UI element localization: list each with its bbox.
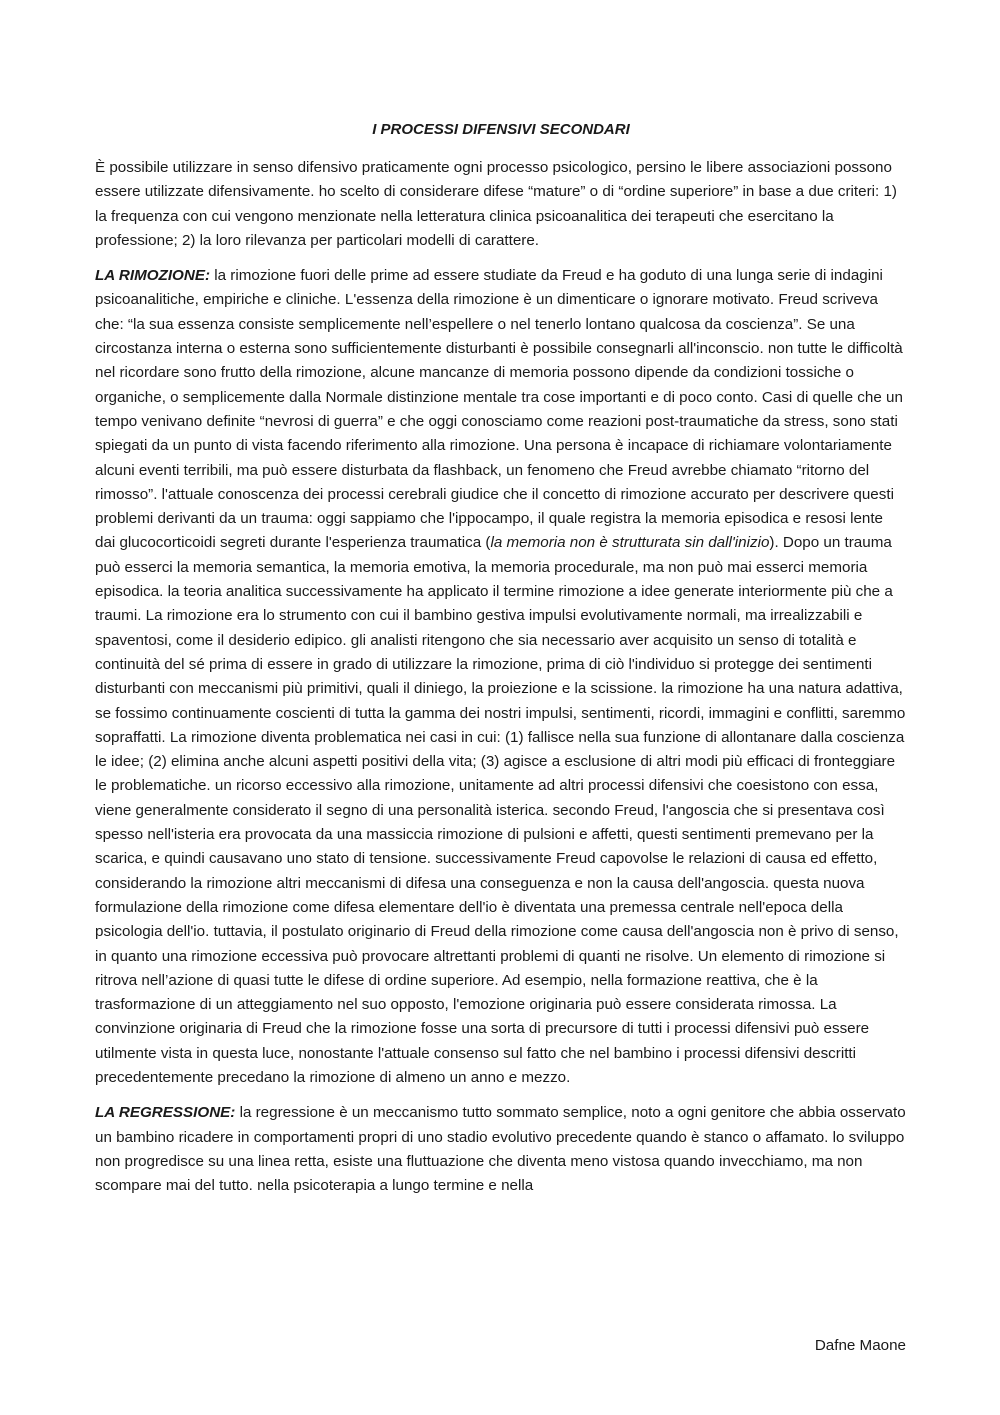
rimozione-text-a: la rimozione fuori delle prime ad essere studiate da Freud e ha goduto di una lunga serie di indagini psicoanalitiche, empiriche e cliniche. L'essenza della rimozione è un dimenticare o ignorare motivato. Freud scriveva che: “la sua essenza consiste semplicemente nell’espellere o nel tenerlo lontano qualcosa da coscienza”. Se una circostanza interna o esterna sono sufficientemente disturbanti è possibile consegnarli all'inconscio. non tutte le difficoltà nel ricordare sono frutto della rimozione, alcune mancanze di memoria possono dipende da condizioni tossiche o organiche, o semplicemente dalla Normale distinzione mentale tra cose importanti e di poco conto. Casi di quelle che un tempo venivano definite “nevrosi di guerra” e che oggi conosciamo come reazioni post-traumatiche da stress, sono stati spiegati da un punto di vista facendo riferimento alla rimozione. Una persona è incapace di richiamare volontariamente alcuni eventi terribili, ma può essere disturbata da flashback, un fenomeno che Freud avrebbe chiamato “ritorno del rimosso”. l'attuale conoscenza dei processi cerebrali giudice che il concetto di rimozione accurato per descrivere questi problemi derivanti da un trauma: oggi sappiamo che l'ippocampo, il quale registra la memoria episodica e resosi lente dai glucocorticoidi segreti durante l'esperienza traumatica ( <box>95 267 903 552</box>
rimozione-paragraph <box>95 264 907 1090</box>
intro-paragraph: È possibile utilizzare in senso difensivo praticamente ogni processo psicologico, persino le libere associazioni possono essere utilizzate difensivamente. ho scelto di considerare difese “mature” o di “ordine superiore” in base a due criteri: 1) la frequenza con cui vengono menzionate nella letteratura clinica psicoanalitica dei terapeuti che esercitano la professione; 2) la loro rilevanza per particolari modelli di carattere. <box>95 159 897 249</box>
rimozione-heading: LA RIMOZIONE: <box>95 267 211 285</box>
author-footer: Dafne Maone <box>814 1337 906 1354</box>
regressione-paragraph <box>95 1101 907 1198</box>
document-title: I PROCESSI DIFENSIVI SECONDARI <box>372 121 630 138</box>
rimozione-italic-note: la memoria non è strutturata sin dall'inizio <box>490 534 770 552</box>
regressione-text: la regressione è un meccanismo tutto sommato semplice, noto a ogni genitore che abbia osservato un bambino ricadere in comportamenti propri di uno stadio evolutivo precedente quando è stanco o affamato. lo sviluppo non progredisce su una linea retta, esiste una fluttuazione che diventa meno vistosa quando invecchiamo, ma non scompare mai del tutto. nella psicoterapia a lungo termine e nella <box>95 1104 906 1195</box>
regressione-heading: LA REGRESSIONE: <box>95 1104 236 1122</box>
document-page <box>95 118 907 1209</box>
rimozione-text-b: ). Dopo un trauma può esserci la memoria semantica, la memoria emotiva, la memoria procedurale, ma non può mai esserci memoria episodica. la teoria analitica successivamente ha applicato il termine rimozione a idee generate interiormente più che a traumi. La rimozione era lo strumento con cui il bambino gestiva impulsi evolutivamente normali, ma irrealizzabili e spaventosi, come il desiderio edipico. gli analisti ritengono che sia necessario aver acquisito un senso di totalità e continuità del sé prima di essere in grado di utilizzare la rimozione, prima di ciò l'individuo si protegge dei sentimenti disturbanti con meccanismi più primitivi, quali il diniego, la proiezione e la scissione. la rimozione ha una natura adattiva, se fossimo continuamente coscienti di tutta la gamma dei nostri impulsi, sentimenti, ricordi, immagini e conflitti, saremmo sopraffatti. La rimozione diventa problematica nei casi in cui: (1) fallisce nella sua funzione di allontanare dalla coscienza le idee; (2) elimina anche alcuni aspetti positivi della vita; (3) agisce a esclusione di altri modi più efficaci di fronteggiare le problematiche. un ricorso eccessivo alla rimozione, unitamente ad altri processi difensivi che coesistono con essa, viene generalmente considerato il segno di una personalità isterica. secondo Freud, l'angoscia che si presentava così spesso nell'isteria era provocata da una massiccia rimozione di pulsioni e affetti, questi sentimenti premevano per la scarica, e quindi causavano uno stato di tensione. successivamente Freud capovolse le relazioni di causa ed effetto, considerando la rimozione altri meccanismi di difesa una conseguenza e non la causa dell'angoscia. questa nuova formulazione della rimozione come difesa elementare dell'io è diventata una premessa centrale nell'epoca della psicologia dell'io. tuttavia, il postulato originario di Freud della rimozione come causa dell'angoscia non è privo di senso, in quanto una rimozione eccessiva può provocare altrettanti problemi di quanti ne risolve. Un elemento di rimozione si ritrova nell’azione di quasi tutte le difese di ordine superiore. Ad esempio, nella formazione reattiva, che è la trasformazione di un atteggiamento nel suo opposto, l'emozione originaria può essere considerata rimossa. La convinzione originaria di Freud che la rimozione fosse una sorta di precursore di tutti i processi difensivi può essere utilmente vista in questa luce, nonostante l'attuale consenso sul fatto che nel bambino i processi difensivi descritti precedentemente precedano la rimozione di almeno un anno e mezzo. <box>95 534 906 1086</box>
